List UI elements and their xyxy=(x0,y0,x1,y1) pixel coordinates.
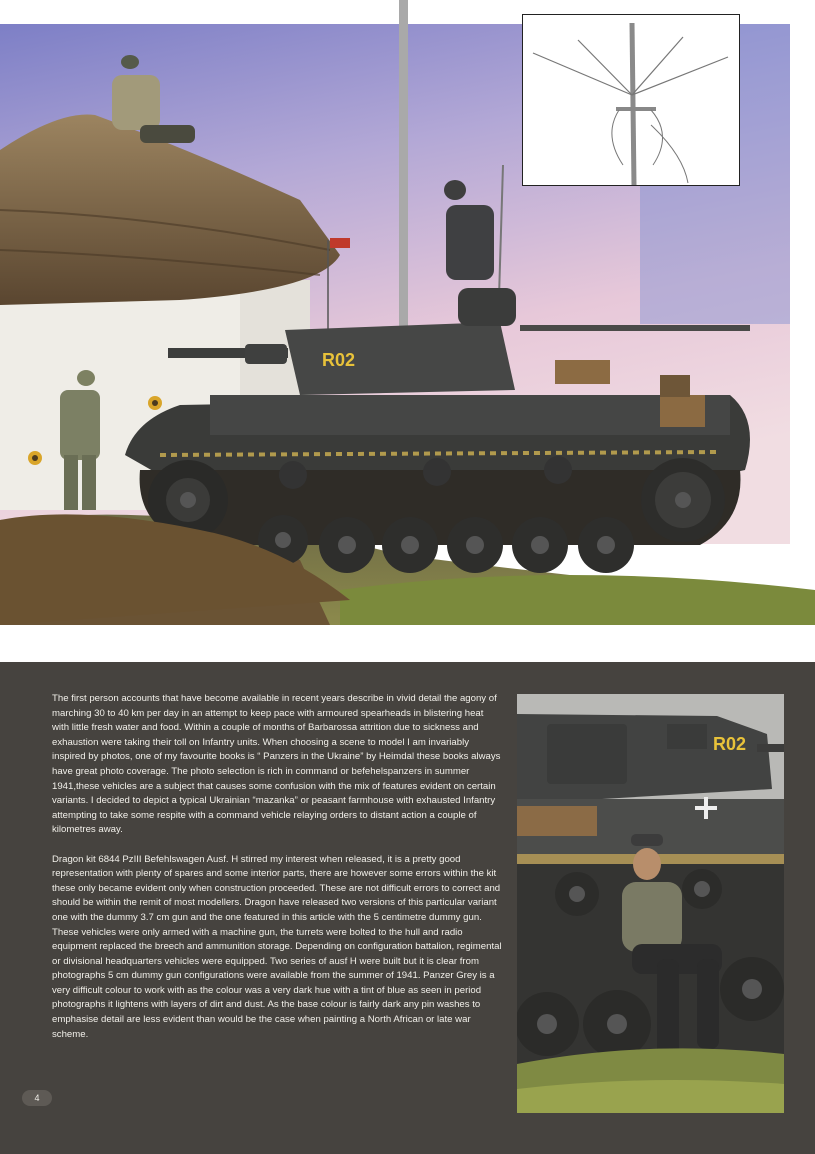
tank-marking-r02: R02 xyxy=(322,350,356,370)
article-paragraph-1: The first person accounts that have become available in recent years describe in vivid detail the agony of marching 30 to 40 km per day in an attempt to keep pace with armoured spearheads in blistering heat with little fresh water and food. Within a couple of months of Barbarossa attrition due to sickness and exhaustion were taking their toll on Infantry units. When choosing a scene to model I am invariably inspired by photos, one of my favourite books is “ Panzers in the Ukraine” by Heimdal these books always have great photo coverage. The photo selection is rich in command or befehelspanzers in summer 1941,these vehicles are a subject that causes some confusion with the mix of features evident on certain variants. I decided to depict a typical Ukrainian “mazanka” or peasant farmhouse with exhausted Infantry attempting to take some respite with a command vehicle relaying orders to distant action a couple of kilometres away. xyxy=(52,693,501,836)
side-photo-illustration xyxy=(517,694,784,1113)
page-number: 4 xyxy=(22,1090,52,1106)
article-body xyxy=(52,692,502,1057)
tank-marking-r02-side: R02 xyxy=(713,734,747,754)
antenna-detail-inset xyxy=(522,14,740,186)
side-photo xyxy=(517,694,784,1113)
antenna-detail-illustration xyxy=(523,15,739,185)
article-paragraph-2: Dragon kit 6844 PzIII Befehlswagen Ausf. H stirred my interest when released, it is a pretty good representation with plenty of spares and some interior parts, there are however some errors within the kit these only became evident only when construction proceeded. These are not difficult errors to correct and should be within the remit of most modellers. Dragon have released two versions of this particular variant one with the dummy 3.7 cm gun and the one featured in this article with the 5 centimetre dummy gun. These vehicles were only armed with a machine gun, the turrets were bolted to the hull and radio equipment replaced the breech and ammunition storage. Depending on configuration battalion, regimental or divisional headquarters vehicles were equipped. Two series of ausf H were built but it is clear from photographs 5 cm dummy gun configurations were available from the summer of 1941. Panzer Grey is a very difficult colour to work with as the colour was a very dark hue with a tint of blue as seen in period photographs it lightens with layers of dirt and dust. As the base colour is fairly dark any pin washes to emphasise detail are less evident than would be the case when painting a North African or late war scheme. xyxy=(52,853,502,1040)
